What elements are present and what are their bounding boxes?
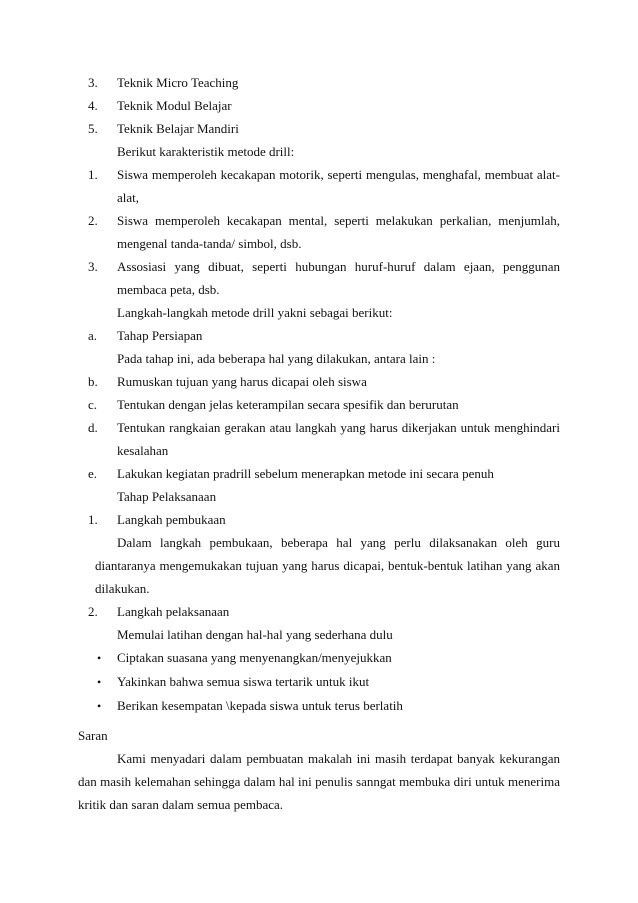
bullet-icon: •	[97, 651, 102, 665]
list-item-continuation: mengenal tanda-tanda/ simbol, dsb.	[117, 236, 302, 251]
step-title-execution: Langkah pelaksanaan	[117, 604, 230, 619]
list-marker: 2.	[88, 213, 98, 228]
section-title-exec: Tahap Pelaksanaan	[117, 489, 217, 504]
paragraph-line: dilakukan.	[95, 581, 150, 596]
list-marker: 3.	[88, 259, 98, 274]
list-item: Tentukan dengan jelas keterampilan secara spesifik dan berurutan	[117, 397, 459, 412]
prep-description: Pada tahap ini, ada beberapa hal yang dilakukan, antara lain :	[117, 351, 436, 366]
drill-intro: Berikut karakteristik metode drill:	[117, 144, 295, 159]
list-item: Tentukan rangkaian gerakan atau langkah yang harus dikerjakan untuk menghindari	[117, 420, 560, 435]
list-marker: 3.	[88, 75, 98, 90]
list-marker: 1.	[88, 167, 98, 182]
bullet-item: Ciptakan suasana yang menyenangkan/menyejukkan	[117, 650, 392, 665]
saran-heading: Saran	[78, 728, 108, 743]
bullet-icon: •	[97, 699, 102, 713]
list-marker: e.	[88, 466, 98, 481]
list-item: Assosiasi yang dibuat, seperti hubungan huruf-huruf dalam ejaan, penggunan	[117, 259, 560, 274]
step-title-opening: Langkah pembukaan	[117, 512, 226, 527]
list-marker: 5.	[88, 121, 98, 136]
list-item: Teknik Micro Teaching	[117, 75, 239, 90]
list-item: Teknik Belajar Mandiri	[117, 121, 239, 136]
paragraph-line: kritik dan saran dalam semua pembaca.	[78, 797, 284, 812]
list-item-continuation: alat,	[117, 190, 140, 205]
list-item: Rumuskan tujuan yang harus dicapai oleh siswa	[117, 374, 367, 389]
list-marker: 1.	[88, 512, 98, 527]
paragraph-line: dan masih kelemahan sehingga dalam hal ini penulis sanngat membuka diri untuk menerima	[78, 774, 560, 789]
paragraph-line: Kami menyadari dalam pembuatan makalah ini masih terdapat banyak kekurangan	[117, 751, 560, 766]
list-item: Siswa memperoleh kecakapan mental, seperti melakukan perkalian, menjumlah,	[117, 213, 560, 228]
list-marker: a.	[88, 328, 98, 343]
list-marker: c.	[88, 397, 98, 412]
list-marker: 4.	[88, 98, 98, 113]
list-item: Teknik Modul Belajar	[117, 98, 232, 113]
list-marker: d.	[88, 420, 98, 435]
section-title-prep: Tahap Persiapan	[117, 328, 203, 343]
execution-description: Memulai latihan dengan hal-hal yang sederhana dulu	[117, 627, 393, 642]
list-item: Siswa memperoleh kecakapan motorik, seperti mengulas, menghafal, membuat alat-	[117, 167, 560, 182]
list-marker: 2.	[88, 604, 98, 619]
bullet-item: Yakinkan bahwa semua siswa tertarik untuk ikut	[117, 674, 370, 689]
bullet-icon: •	[97, 675, 102, 689]
list-item-continuation: membaca peta, dsb.	[117, 282, 220, 297]
steps-intro: Langkah-langkah metode drill yakni sebagai berikut:	[117, 305, 393, 320]
paragraph-line: Dalam langkah pembukaan, beberapa hal yang perlu dilaksanakan oleh guru	[117, 535, 560, 550]
list-marker: b.	[88, 374, 98, 389]
list-item-continuation: kesalahan	[117, 443, 169, 458]
bullet-item: Berikan kesempatan \kepada siswa untuk terus berlatih	[117, 698, 403, 713]
list-item: Lakukan kegiatan pradrill sebelum menerapkan metode ini secara penuh	[117, 466, 494, 481]
paragraph-line: diantaranya mengemukakan tujuan yang harus dicapai, bentuk-bentuk latihan yang akan	[95, 558, 560, 573]
